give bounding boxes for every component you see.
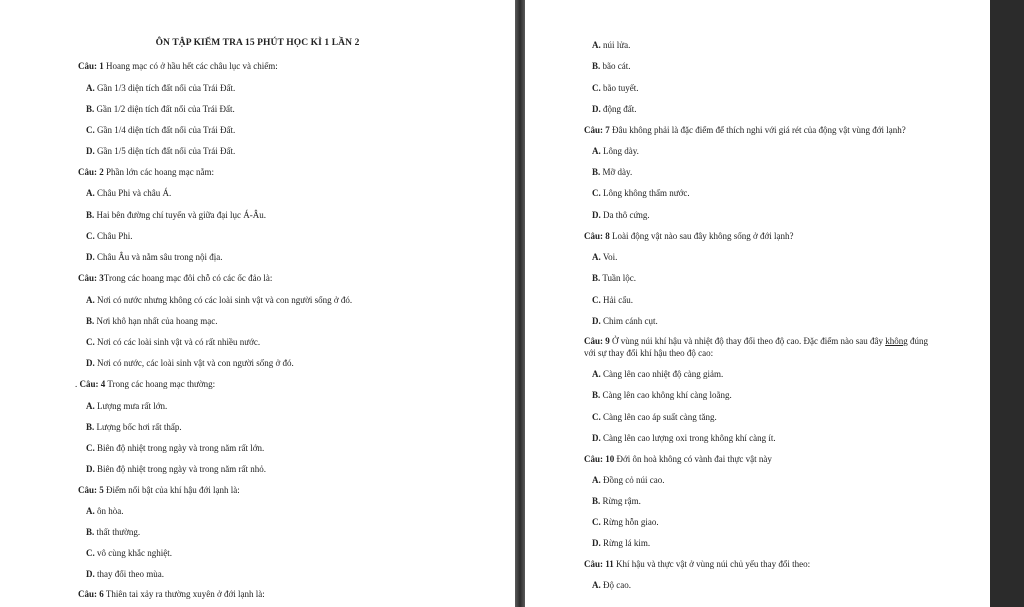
q7-option-a: A. Lông dày. <box>592 146 639 156</box>
question-9-line-2: với sự thay đổi khí hậu theo độ cao: <box>584 348 714 358</box>
q6-option-b: B. bão cát. <box>592 61 631 71</box>
question-7: Câu: 7 Đâu không phải là đặc điểm để thích nghi với giá rét của động vật vùng đới lạnh? <box>584 125 906 135</box>
document-page-right <box>525 0 990 607</box>
q10-option-c: C. Rừng hỗn giao. <box>592 517 659 527</box>
q2-option-a: A. Châu Phi và châu Á. <box>86 188 172 198</box>
q11-option-a: A. Độ cao. <box>592 580 631 590</box>
question-3: Câu: 3Trong các hoang mạc đôi chỗ có các ốc đảo là: <box>78 273 273 283</box>
q1-option-a: A. Gần 1/3 diện tích đất nổi của Trái Đất. <box>86 83 236 93</box>
q3-option-a: A. Nơi có nước nhưng không có các loài sinh vật và con người sống ở đó. <box>86 295 353 305</box>
q9-option-a: A. Càng lên cao nhiệt độ càng giảm. <box>592 369 724 379</box>
q1-option-d: D. Gần 1/5 diện tích đất nổi của Trái Đất. <box>86 146 236 156</box>
q4-option-b: B. Lượng bốc hơi rất thấp. <box>86 422 182 432</box>
viewer-background <box>990 0 1024 607</box>
page-gutter <box>515 0 525 607</box>
q10-option-b: B. Rừng rậm. <box>592 496 641 506</box>
question-8: Câu: 8 Loài động vật nào sau đây không sống ở đới lạnh? <box>584 231 794 241</box>
q4-option-c: C. Biên độ nhiệt trong ngày và trong năm rất lớn. <box>86 443 265 453</box>
question-2: Câu: 2 Phần lớn các hoang mạc nằm: <box>78 167 214 177</box>
question-9: Câu: 9 Ở vùng núi khí hậu và nhiệt độ thay đổi theo độ cao. Đặc điểm nào sau đây không đúng <box>584 336 928 346</box>
q4-option-a: A. Lượng mưa rất lớn. <box>86 401 168 411</box>
question-6: Câu: 6 Thiên tai xảy ra thường xuyên ở đới lạnh là: <box>78 589 265 599</box>
q4-option-d: D. Biên độ nhiệt trong ngày và trong năm rất nhỏ. <box>86 464 266 474</box>
q7-option-d: D. Da thô cứng. <box>592 210 650 220</box>
q9-option-d: D. Càng lên cao lượng oxi trong không khí càng ít. <box>592 433 776 443</box>
question-4: . Câu: 4 Trong các hoang mạc thường: <box>75 379 216 389</box>
q5-option-a: A. ôn hòa. <box>86 506 124 516</box>
question-5: Câu: 5 Điểm nổi bật của khí hậu đới lạnh là: <box>78 485 240 495</box>
q5-option-d: D. thay đổi theo mùa. <box>86 569 164 579</box>
q9-option-c: C. Càng lên cao áp suất càng tăng. <box>592 412 717 422</box>
q6-option-c: C. bão tuyết. <box>592 83 639 93</box>
q5-option-c: C. vô cùng khắc nghiệt. <box>86 548 172 558</box>
q3-option-c: C. Nơi có các loài sinh vật và có rất nhiều nước. <box>86 337 261 347</box>
q6-option-d: D. động đất. <box>592 104 637 114</box>
question-11: Câu: 11 Khí hậu và thực vật ở vùng núi chủ yếu thay đổi theo: <box>584 559 811 569</box>
q7-option-c: C. Lông không thấm nước. <box>592 188 690 198</box>
q1-option-b: B. Gần 1/2 diện tích đất nổi của Trái Đất. <box>86 104 235 114</box>
q8-option-d: D. Chim cánh cụt. <box>592 316 658 326</box>
q9-option-b: B. Càng lên cao không khí càng loãng. <box>592 390 732 400</box>
q2-option-d: D. Châu Âu và nằm sâu trong nội địa. <box>86 252 223 262</box>
q8-option-a: A. Voi. <box>592 252 618 262</box>
question-10: Câu: 10 Đới ôn hoà không có vành đai thực vật này <box>584 454 772 464</box>
q10-option-a: A. Đồng cỏ núi cao. <box>592 475 665 485</box>
q3-option-d: D. Nơi có nước, các loài sinh vật và con người sống ở đó. <box>86 358 294 368</box>
q8-option-c: C. Hải cẩu. <box>592 295 633 305</box>
q8-option-b: B. Tuần lộc. <box>592 273 637 283</box>
q5-option-b: B. thất thường. <box>86 527 141 537</box>
q7-option-b: B. Mỡ dày. <box>592 167 633 177</box>
q10-option-d: D. Rừng lá kim. <box>592 538 651 548</box>
page-title: ÔN TẬP KIỂM TRA 15 PHÚT HỌC KÌ 1 LẦN 2 <box>155 38 360 48</box>
q3-option-b: B. Nơi khô hạn nhất của hoang mạc. <box>86 316 218 326</box>
q6-option-a: A. núi lửa. <box>592 40 631 50</box>
q2-option-b: B. Hai bên đường chí tuyến và giữa đại lục Á-Âu. <box>86 210 266 220</box>
q1-option-c: C. Gần 1/4 diện tích đất nổi của Trái Đất. <box>86 125 236 135</box>
question-1: Câu: 1 Hoang mạc có ở hầu hết các châu lục và chiếm: <box>78 61 278 71</box>
q2-option-c: C. Châu Phi. <box>86 231 133 241</box>
